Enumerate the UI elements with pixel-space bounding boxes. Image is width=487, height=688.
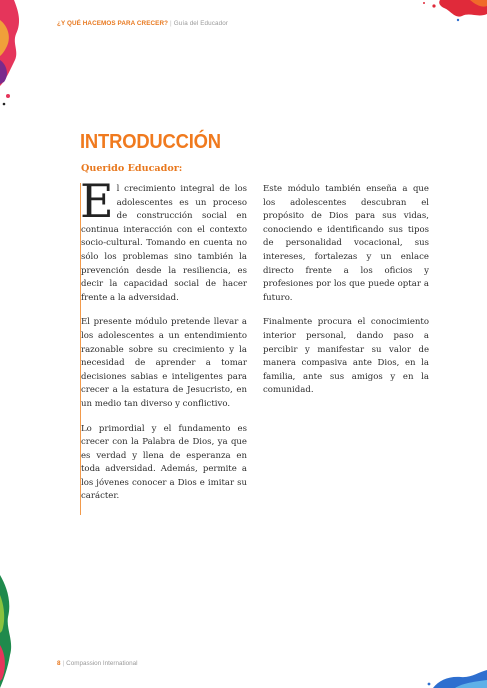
footer-organization: Compassion International	[66, 660, 138, 667]
right-column	[263, 183, 429, 409]
page-number: 8	[57, 660, 61, 667]
paint-splash-top-right	[400, 0, 487, 22]
paragraph-2: El presente módulo pretende llevar a los adolescentes a un entendimiento razonable sobre su crecimiento y la necesidad de aprender a tomar decisiones sabias e inteligentes para crecer a la estatura de Jesucristo, en un medio tan diverso y conflictivo.	[81, 317, 247, 409]
section-title: INTRODUCCIÓN	[80, 131, 221, 153]
header-separator: |	[170, 20, 172, 27]
paragraph-4: Este módulo también enseña a que los adolescentes descubran el propósito de Dios para sus vidas, conociendo e identificando sus tipos de personalidad vocacional, sus intereses, fortalezas y un enlace directo frente a los oficios y profesiones por los que puede optar a futuro.	[263, 184, 429, 303]
running-header	[57, 20, 228, 27]
greeting: Querido Educador:	[81, 163, 183, 174]
running-footer	[57, 660, 138, 667]
header-subtitle: Guía del Educador	[173, 20, 229, 27]
footer-separator: |	[62, 660, 65, 667]
paragraph-3: Lo primordial y el fundamento es crecer con la Palabra de Dios, ya que es verdad y llena de esperanza en toda adversidad. Además, permite a los jóvenes conocer a Dios e imitar su carácter.	[81, 423, 247, 502]
paragraph-1	[80, 174, 247, 305]
header-title: ¿Y QUÉ HACEMOS PARA CRECER?	[57, 20, 169, 27]
paragraph-5: Finalmente procura el conocimiento interior personal, dando paso a percibir y manifestar su valor de manera compasiva ante Dios, en la familia, ante sus amigos y en la comunidad.	[263, 317, 429, 396]
paint-splash-bottom-left	[0, 575, 22, 688]
paint-splash-bottom-right	[425, 668, 487, 688]
paragraph-1-text: l crecimiento integral de los adolescentes es un proceso de construcción social en continua interacción con el contexto socio-cultural. Tomando en cuenta no sólo los problemas sino también la prevención desde la resiliencia, es decir la capacidad social de hacer frente a la adversidad.	[81, 184, 247, 303]
drop-cap: E	[80, 174, 114, 228]
left-column	[80, 174, 247, 515]
paint-splash-top-left	[0, 0, 30, 110]
